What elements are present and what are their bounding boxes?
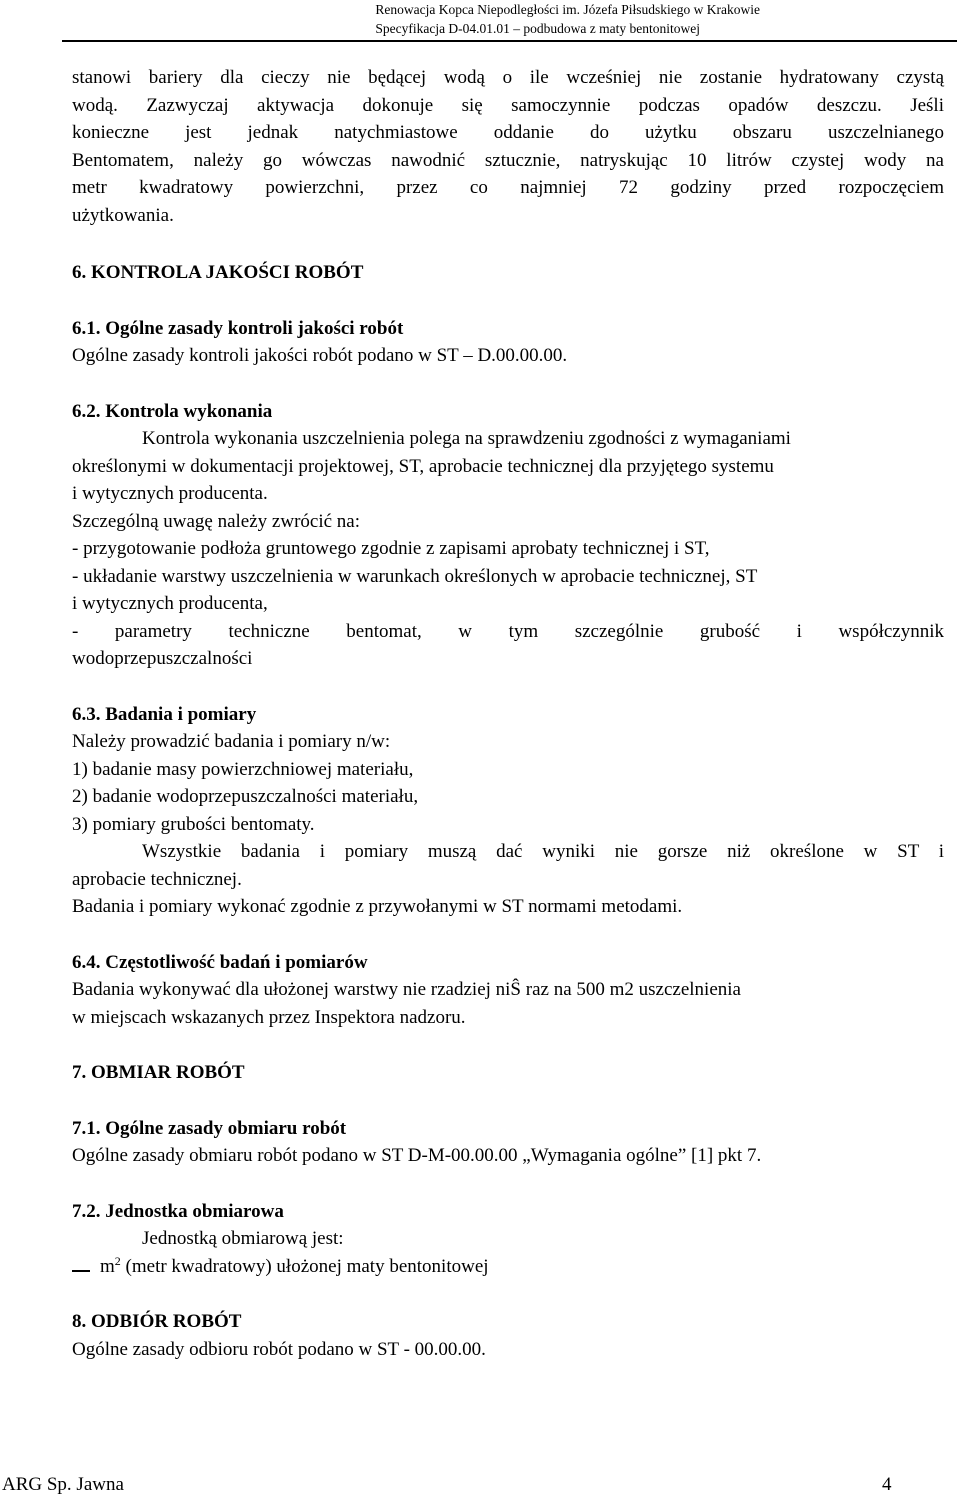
section-heading-7: 7. OBMIAR ROBÓT [72, 1062, 245, 1083]
list-item: - układanie warstwy uszczelnienia w warunkach określonych w aprobacie technicznej, ST [72, 565, 758, 587]
body-line: użytkowania. [72, 204, 174, 226]
footer-company: ARG Sp. Jawna [2, 1474, 124, 1495]
list-item: 3) pomiary grubości bentomaty. [72, 813, 315, 835]
unit-description: (metr kwadratowy) ułożonej maty bentonitowej [125, 1255, 489, 1277]
body-line: stanowi bariery dla cieczy nie będącej wodą o ile wcześniej nie zostanie hydratowany czystą [72, 67, 944, 88]
section-heading-6: 6. KONTROLA JAKOŚCI ROBÓT [72, 262, 364, 283]
section-heading-6-2: 6.2. Kontrola wykonania [72, 400, 273, 422]
body-line: Ogólne zasady obmiaru robót podano w ST D-M-00.00.00 „Wymagania ogólne” [1] pkt 7. [72, 1145, 762, 1166]
body-line: Należy prowadzić badania i pomiary n/w: [72, 731, 391, 752]
section-heading-7-1: 7.1. Ogólne zasady obmiaru robót [72, 1117, 347, 1139]
header-project-title: Renowacja Kopca Niepodległości im. Józefa Piłsudskiego w Krakowie [375, 2, 760, 17]
body-line: aprobacie technicznej. [72, 868, 242, 890]
body-line: określonymi w dokumentacji projektowej, ST, aprobacie technicznej dla przyjętego systemu [72, 455, 774, 477]
document-body [72, 64, 944, 1363]
list-item: 1) badanie masy powierzchniowej materiału, [72, 758, 414, 780]
list-item [72, 1253, 944, 1281]
section-heading-8: 8. ODBIÓR ROBÓT [72, 1311, 242, 1332]
list-item: - przygotowanie podłoża gruntowego zgodnie z zapisami aprobaty technicznej i ST, [72, 538, 710, 559]
unit-symbol: $m^2$ [100, 1253, 121, 1277]
body-line: wodą. Zazwyczaj aktywacja dokonuje się samoczynnie podczas opadów deszczu. Jeśli [72, 94, 944, 116]
list-item: - parametry techniczne bentomat, w tym szczególnie grubość i współczynnik [72, 620, 944, 642]
header-divider [62, 40, 957, 42]
dash-bullet [72, 1270, 90, 1272]
body-line: Ogólne zasady odbioru robót podano w ST - 00.00.00. [72, 1338, 486, 1360]
body-line: i wytycznych producenta, [72, 593, 268, 614]
body-line: Szczególną uwagę należy zwrócić na: [72, 510, 361, 532]
document-header [375, 0, 760, 38]
unit-exponent: 2 [114, 1253, 121, 1268]
page-number: 4 [882, 1474, 892, 1495]
section-heading-6-3: 6.3. Badania i pomiary [72, 703, 257, 725]
body-line: Bentomatem, należy go wówczas nawodnić sztucznie, natryskując 10 litrów czystej wody na [72, 149, 944, 171]
body-line: konieczne jest jednak natychmiastowe oddanie do użytku obszaru uszczelnianego [72, 122, 944, 143]
body-line: Badania i pomiary wykonać zgodnie z przywołanymi w ST normami metodami. [72, 896, 683, 917]
list-item: 2) badanie wodoprzepuszczalności materiału, [72, 786, 419, 807]
header-spec-title: Specyfikacja D-04.01.01 – podbudowa z maty bentonitowej [375, 21, 701, 36]
body-line: Wszystkie badania i pomiary muszą dać wyniki nie gorsze niż określone w ST i [142, 841, 944, 862]
body-line: Jednostką obmiarową jest: [142, 1228, 344, 1249]
section-heading-6-4: 6.4. Częstotliwość badań i pomiarów [72, 951, 368, 973]
body-line: Ogólne zasady kontroli jakości robót podano w ST – D.00.00.00. [72, 345, 568, 366]
body-line: Badania wykonywać dla ułożonej warstwy nie rzadziej niŜ raz na 500 m2 uszczelnienia [72, 979, 741, 1000]
section-heading-6-1: 6.1. Ogólne zasady kontroli jakości robót [72, 317, 404, 339]
body-line: Kontrola wykonania uszczelnienia polega na sprawdzeniu zgodności z wymaganiami [142, 428, 791, 449]
body-line: w miejscach wskazanych przez Inspektora nadzoru. [72, 1006, 466, 1028]
body-line: wodoprzepuszczalności [72, 648, 253, 669]
body-line: i wytycznych producenta. [72, 483, 268, 504]
body-line: metr kwadratowy powierzchni, przez co najmniej 72 godziny przed rozpoczęciem [72, 177, 944, 198]
section-heading-7-2: 7.2. Jednostka obmiarowa [72, 1200, 284, 1222]
